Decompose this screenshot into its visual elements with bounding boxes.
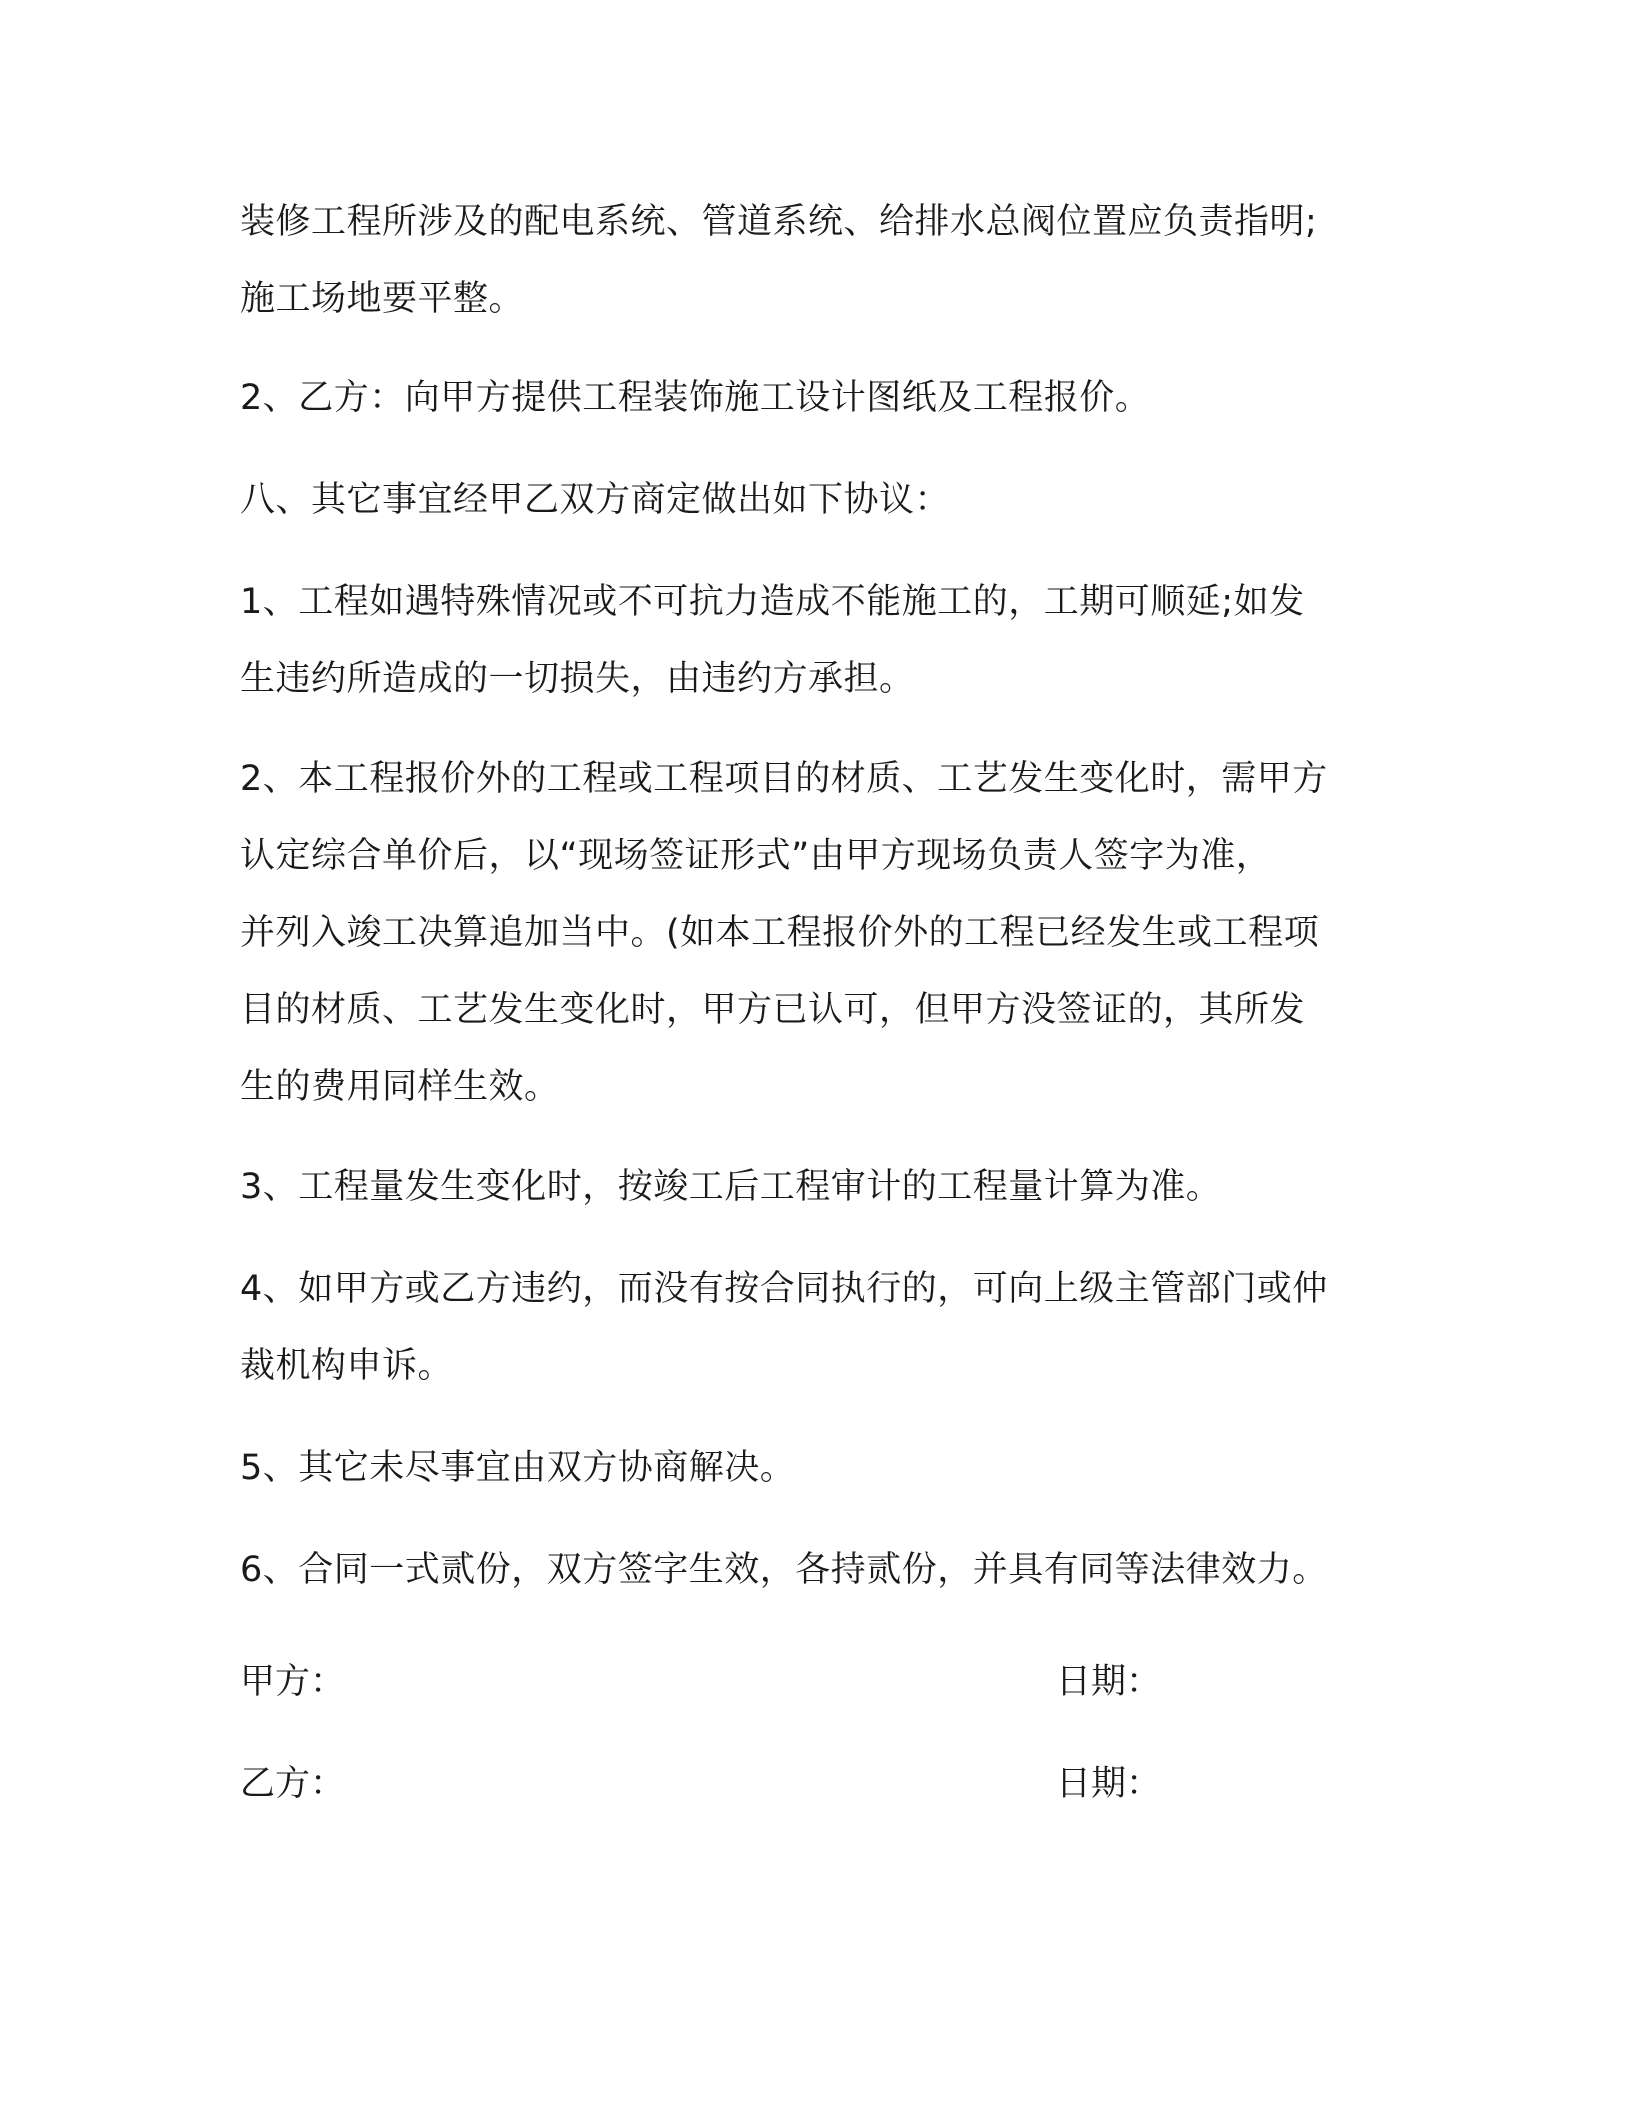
paragraph-line: 生违约所造成的一切损失，由违约方承担。 [240,659,915,699]
paragraph-line: 4、如甲方或乙方违约，而没有按合同执行的，可向上级主管部门或仲 [240,1269,1328,1309]
clause-6 [240,1532,1380,1609]
paragraph-line: 2、乙方：向甲方提供工程装饰施工设计图纸及工程报价。 [240,378,1151,418]
paragraph-site-prep [240,184,1380,338]
paragraph-party-b-duty [240,360,1380,437]
section-heading: 八、其它事宜经甲乙双方商定做出如下协议： [240,480,951,520]
paragraph-line: 并列入竣工决算追加当中。(如本工程报价外的工程已经发生或工程项 [240,913,1320,953]
paragraph-line: 认定综合单价后，以“现场签证形式”由甲方现场负责人签字为准， [240,836,1272,876]
party-b-date-label: 日期： [1056,1764,1162,1804]
signature-row-party-a [240,1652,1380,1712]
clause-2 [240,741,1380,1126]
paragraph-line: 施工场地要平整。 [240,279,525,319]
clause-1 [240,564,1380,718]
clause-5 [240,1430,1380,1507]
paragraph-line: 裁机构申诉。 [240,1346,454,1386]
signature-row-party-b [240,1754,1380,1814]
paragraph-line: 目的材质、工艺发生变化时，甲方已认可，但甲方没签证的，其所发 [240,990,1306,1030]
clause-3 [240,1149,1380,1226]
paragraph-line: 5、其它未尽事宜由双方协商解决。 [240,1448,796,1488]
paragraph-line: 2、本工程报价外的工程或工程项目的材质、工艺发生变化时，需甲方 [240,759,1328,799]
paragraph-line: 1、工程如遇特殊情况或不可抗力造成不能施工的，工期可顺延;如发 [240,582,1305,622]
party-a-date-label: 日期： [1056,1662,1162,1702]
party-b-label: 乙方： [240,1764,346,1804]
clause-4 [240,1251,1380,1405]
paragraph-line: 6、合同一式贰份，双方签字生效，各持贰份，并具有同等法律效力。 [240,1550,1328,1590]
paragraph-line: 3、工程量发生变化时，按竣工后工程审计的工程量计算为准。 [240,1167,1222,1207]
party-a-label: 甲方： [240,1662,346,1702]
paragraph-line: 装修工程所涉及的配电系统、管道系统、给排水总阀位置应负责指明; [240,202,1318,242]
section-heading-other-matters [240,462,1380,539]
paragraph-line: 生的费用同样生效。 [240,1067,560,1107]
